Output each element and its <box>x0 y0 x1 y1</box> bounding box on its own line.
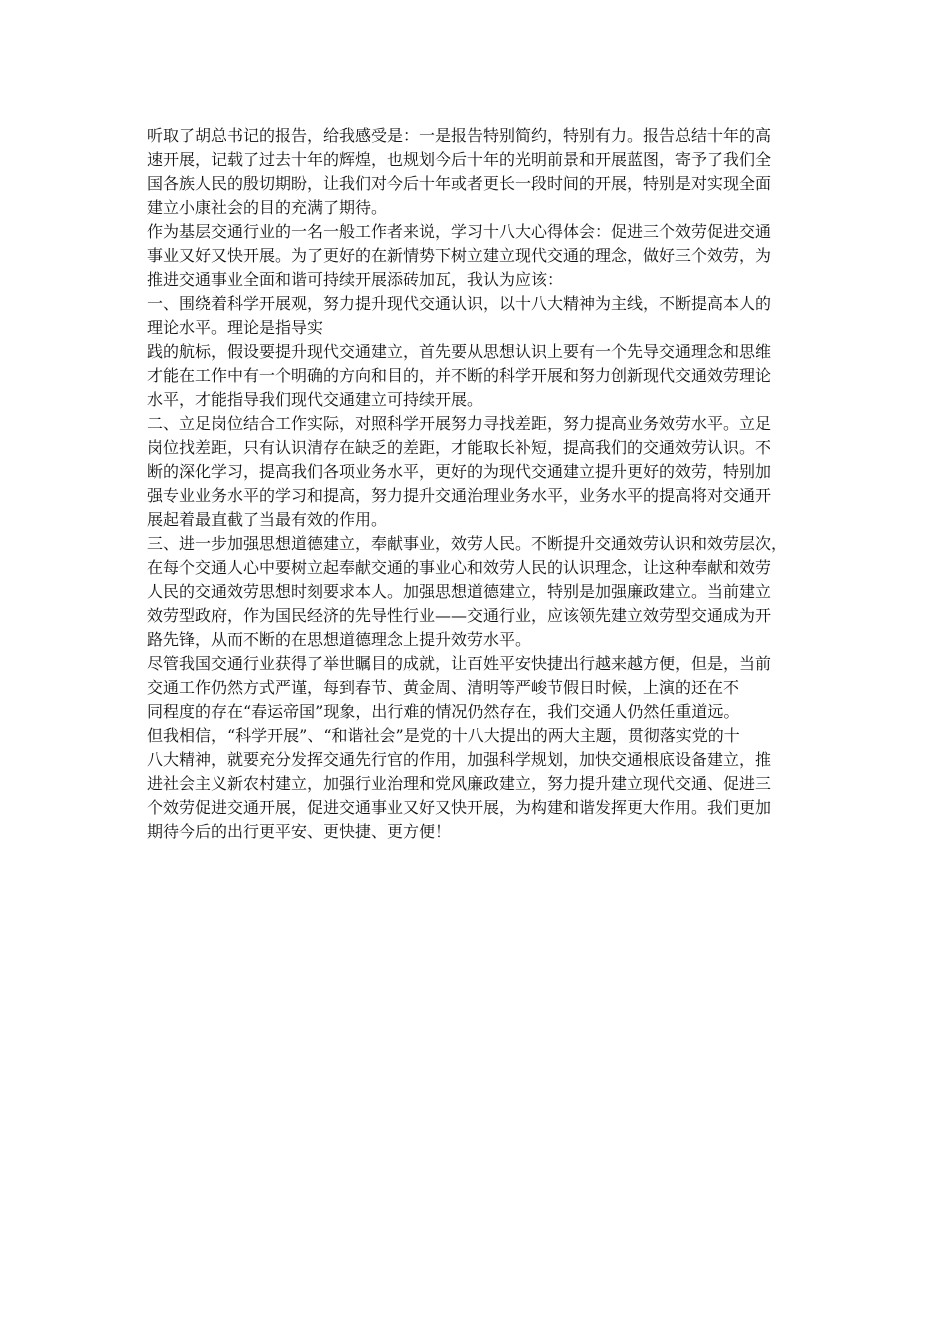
text-line: 岗位找差距，只有认识清存在缺乏的差距，才能取长补短，提高我们的交通效劳认识。不 <box>147 438 772 457</box>
text-line: 水平，才能指导我们现代交通建立可持续开展。 <box>147 390 484 409</box>
text-line: 效劳型政府，作为国民经济的先导性行业——交通行业，应该领先建立效劳型交通成为开 <box>147 606 772 625</box>
text-line: 尽管我国交通行业获得了举世瞩目的成就，让百姓平安快捷出行越来越方便，但是，当前 <box>147 654 772 673</box>
text-line: 听取了胡总书记的报告，给我感受是：一是报告特别简约，特别有力。报告总结十年的高 <box>147 126 772 145</box>
text-line: 但我相信，“科学开展”、“和谐社会”是党的十八大提出的两大主题，贯彻落实党的十 <box>147 726 740 745</box>
text-line: 同程度的存在“春运帝国”现象，出行难的情况仍然存在，我们交通人仍然任重道远。 <box>147 702 740 721</box>
text-line: 三、进一步加强思想道德建立，奉献事业，效劳人民。不断提升交通效劳认识和效劳层次， <box>147 534 788 553</box>
text-line: 才能在工作中有一个明确的方向和目的，并不断的科学开展和努力创新现代交通效劳理论 <box>147 366 772 385</box>
text-line: 建立小康社会的目的充满了期待。 <box>147 198 388 217</box>
text-line: 国各族人民的殷切期盼，让我们对今后十年或者更长一段时间的开展，特别是对实现全面 <box>147 174 772 193</box>
text-line: 推进交通事业全面和谐可持续开展添砖加瓦，我认为应该： <box>147 270 564 289</box>
text-line: 速开展，记载了过去十年的辉煌，也规划今后十年的光明前景和开展蓝图，寄予了我们全 <box>147 150 772 169</box>
text-line: 二、立足岗位结合工作实际，对照科学开展努力寻找差距，努力提高业务效劳水平。立足 <box>147 414 772 433</box>
text-line: 作为基层交通行业的一名一般工作者来说，学习十八大心得体会：促进三个效劳促进交通 <box>147 222 772 241</box>
text-line: 在每个交通人心中要树立起奉献交通的事业心和效劳人民的认识理念，让这种奉献和效劳 <box>147 558 772 577</box>
document-body <box>147 124 819 844</box>
text-line: 断的深化学习，提高我们各项业务水平，更好的为现代交通建立提升更好的效劳，特别加 <box>147 462 772 481</box>
text-line: 进社会主义新农村建立，加强行业治理和党风廉政建立，努力提升建立现代交通、促进三 <box>147 774 772 793</box>
text-line: 一、围绕着科学开展观，努力提升现代交通认识，以十八大精神为主线，不断提高本人的 <box>147 294 772 313</box>
text-line: 事业又好又快开展。为了更好的在新情势下树立建立现代交通的理念，做好三个效劳，为 <box>147 246 772 265</box>
text-line: 人民的交通效劳思想时刻要求本人。加强思想道德建立，特别是加强廉政建立。当前建立 <box>147 582 772 601</box>
text-line: 个效劳促进交通开展，促进交通事业又好又快开展，为构建和谐发挥更大作用。我们更加 <box>147 798 772 817</box>
text-line: 强专业业务水平的学习和提高，努力提升交通治理业务水平，业务水平的提高将对交通开 <box>147 486 772 505</box>
text-line: 理论水平。理论是指导实 <box>147 318 324 337</box>
text-line: 践的航标，假设要提升现代交通建立，首先要从思想认识上要有一个先导交通理念和思维 <box>147 342 772 361</box>
text-line: 展起着最直截了当最有效的作用。 <box>147 510 388 529</box>
text-line: 路先锋，从而不断的在思想道德理念上提升效劳水平。 <box>147 630 532 649</box>
text-line: 期待今后的出行更平安、更快捷、更方便！ <box>147 822 452 841</box>
text-line: 八大精神，就要充分发挥交通先行官的作用，加强科学规划，加快交通根底设备建立，推 <box>147 750 772 769</box>
text-line: 交通工作仍然方式严谨，每到春节、黄金周、清明等严峻节假日时候，上演的还在不 <box>147 678 740 697</box>
